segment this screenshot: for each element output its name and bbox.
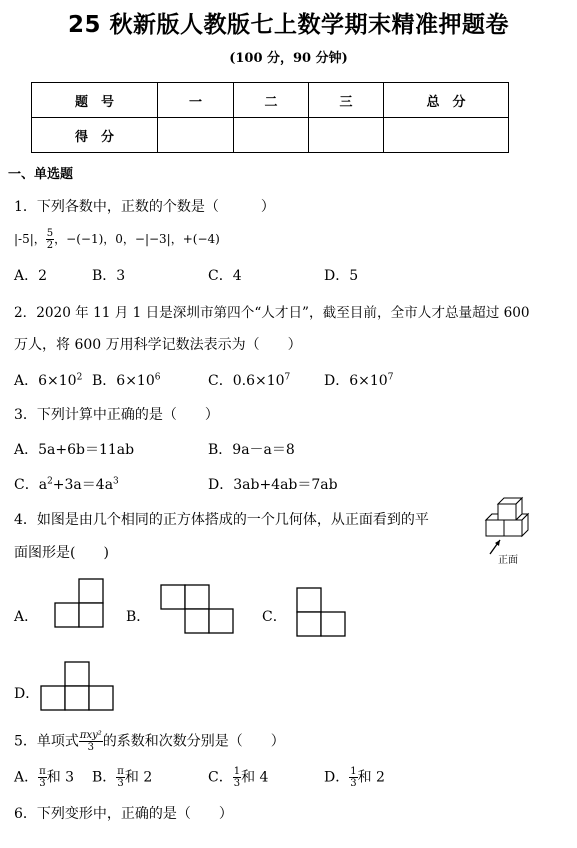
option-d-figure[interactable] bbox=[39, 661, 119, 713]
score-input-cell[interactable] bbox=[309, 118, 384, 153]
option-b[interactable]: B．$6\times 10^6$ bbox=[92, 372, 161, 389]
option-a[interactable]: A．2 bbox=[14, 268, 48, 284]
option-a-figure[interactable] bbox=[52, 578, 108, 630]
option-d[interactable]: D． $\frac{1}{3}$ 和 2 bbox=[324, 766, 385, 789]
table-cell: 一 bbox=[158, 83, 234, 118]
expr-part: ，−(−1)，0，−|−3|，+(−4) bbox=[54, 232, 220, 246]
table-cell: 题 号 bbox=[32, 83, 158, 118]
page-subtitle: (100 分，90 分钟) bbox=[229, 51, 348, 66]
question-6-stem: 6．下列变形中，正确的是（ ） bbox=[14, 806, 233, 822]
question-2-line2: 万人，将 600 万用科学记数法表示为（ ） bbox=[14, 337, 302, 353]
question-4-line2: 面图形是( ) bbox=[14, 545, 109, 561]
table-cell: 三 bbox=[309, 83, 384, 118]
expr-part: |-5|， bbox=[14, 232, 46, 246]
option-c-figure[interactable] bbox=[294, 587, 350, 639]
option-b[interactable]: B．9a－a＝8 bbox=[208, 442, 295, 458]
option-c[interactable]: C．$0.6\times 10^7$ bbox=[208, 372, 291, 389]
option-d[interactable]: D．5 bbox=[324, 268, 359, 284]
cube-solid-figure bbox=[478, 494, 548, 566]
option-b-label[interactable]: B． bbox=[126, 609, 151, 625]
option-a[interactable]: A．5a+6b＝11ab bbox=[14, 442, 135, 458]
option-d[interactable]: D．$6\times 10^7$ bbox=[324, 372, 394, 389]
question-1-stem: 1．下列各数中，正数的个数是（ ） bbox=[14, 199, 275, 215]
score-input-cell[interactable] bbox=[158, 118, 234, 153]
monomial-fraction: $\frac{\text{πxy²}}{3}$ bbox=[79, 730, 102, 753]
option-a-label[interactable]: A． bbox=[14, 609, 39, 625]
table-row bbox=[32, 83, 509, 118]
option-d[interactable]: D．3ab+4ab＝7ab bbox=[208, 477, 338, 493]
question-5-stem: 5．单项式 $\frac{\text{πxy²}}{3}$ 的系数和次数分别是（ ） bbox=[14, 730, 285, 753]
table-row bbox=[32, 118, 509, 153]
table-cell: 总 分 bbox=[384, 83, 509, 118]
score-input-cell[interactable] bbox=[384, 118, 509, 153]
option-b[interactable]: B．3 bbox=[92, 268, 126, 284]
page-title: 25 秋新版人教版七上数学期末精准押题卷 bbox=[67, 12, 509, 38]
option-d-label[interactable]: D． bbox=[14, 686, 40, 702]
fraction: $\frac{5}{2}$ bbox=[46, 228, 54, 251]
question-4-line1: 4．如图是由几个相同的正方体搭成的一个几何体，从正面看到的平 bbox=[14, 512, 429, 528]
score-input-cell[interactable] bbox=[234, 118, 309, 153]
score-table bbox=[31, 82, 509, 153]
option-a[interactable]: A．$6\times 10^2$ bbox=[14, 372, 83, 389]
option-a[interactable]: A． $\frac{\pi}{3}$ 和 3 bbox=[14, 766, 75, 789]
option-b-figure[interactable] bbox=[158, 584, 240, 636]
section-title: 一、单选题 bbox=[8, 167, 74, 182]
question-2-line1: 2．2020 年 11 月 1 日是深圳市第四个“人才日”，截至目前，全市人才总量超过 600 bbox=[14, 305, 530, 321]
question-3-stem: 3．下列计算中正确的是（ ） bbox=[14, 407, 219, 423]
question-1-expression bbox=[14, 228, 220, 251]
front-label: 正面 bbox=[498, 555, 518, 566]
cube-drawing bbox=[486, 498, 528, 536]
option-c-label[interactable]: C． bbox=[262, 609, 287, 625]
table-cell: 二 bbox=[234, 83, 309, 118]
option-c[interactable]: C． $\frac{1}{3}$ 和 4 bbox=[208, 766, 269, 789]
option-c[interactable]: C．4 bbox=[208, 268, 242, 284]
option-b[interactable]: B． $\frac{\pi}{3}$ 和 2 bbox=[92, 766, 153, 789]
table-cell: 得 分 bbox=[32, 118, 158, 153]
option-c[interactable]: C．$a^2+3a=4a^3$ bbox=[14, 476, 119, 493]
